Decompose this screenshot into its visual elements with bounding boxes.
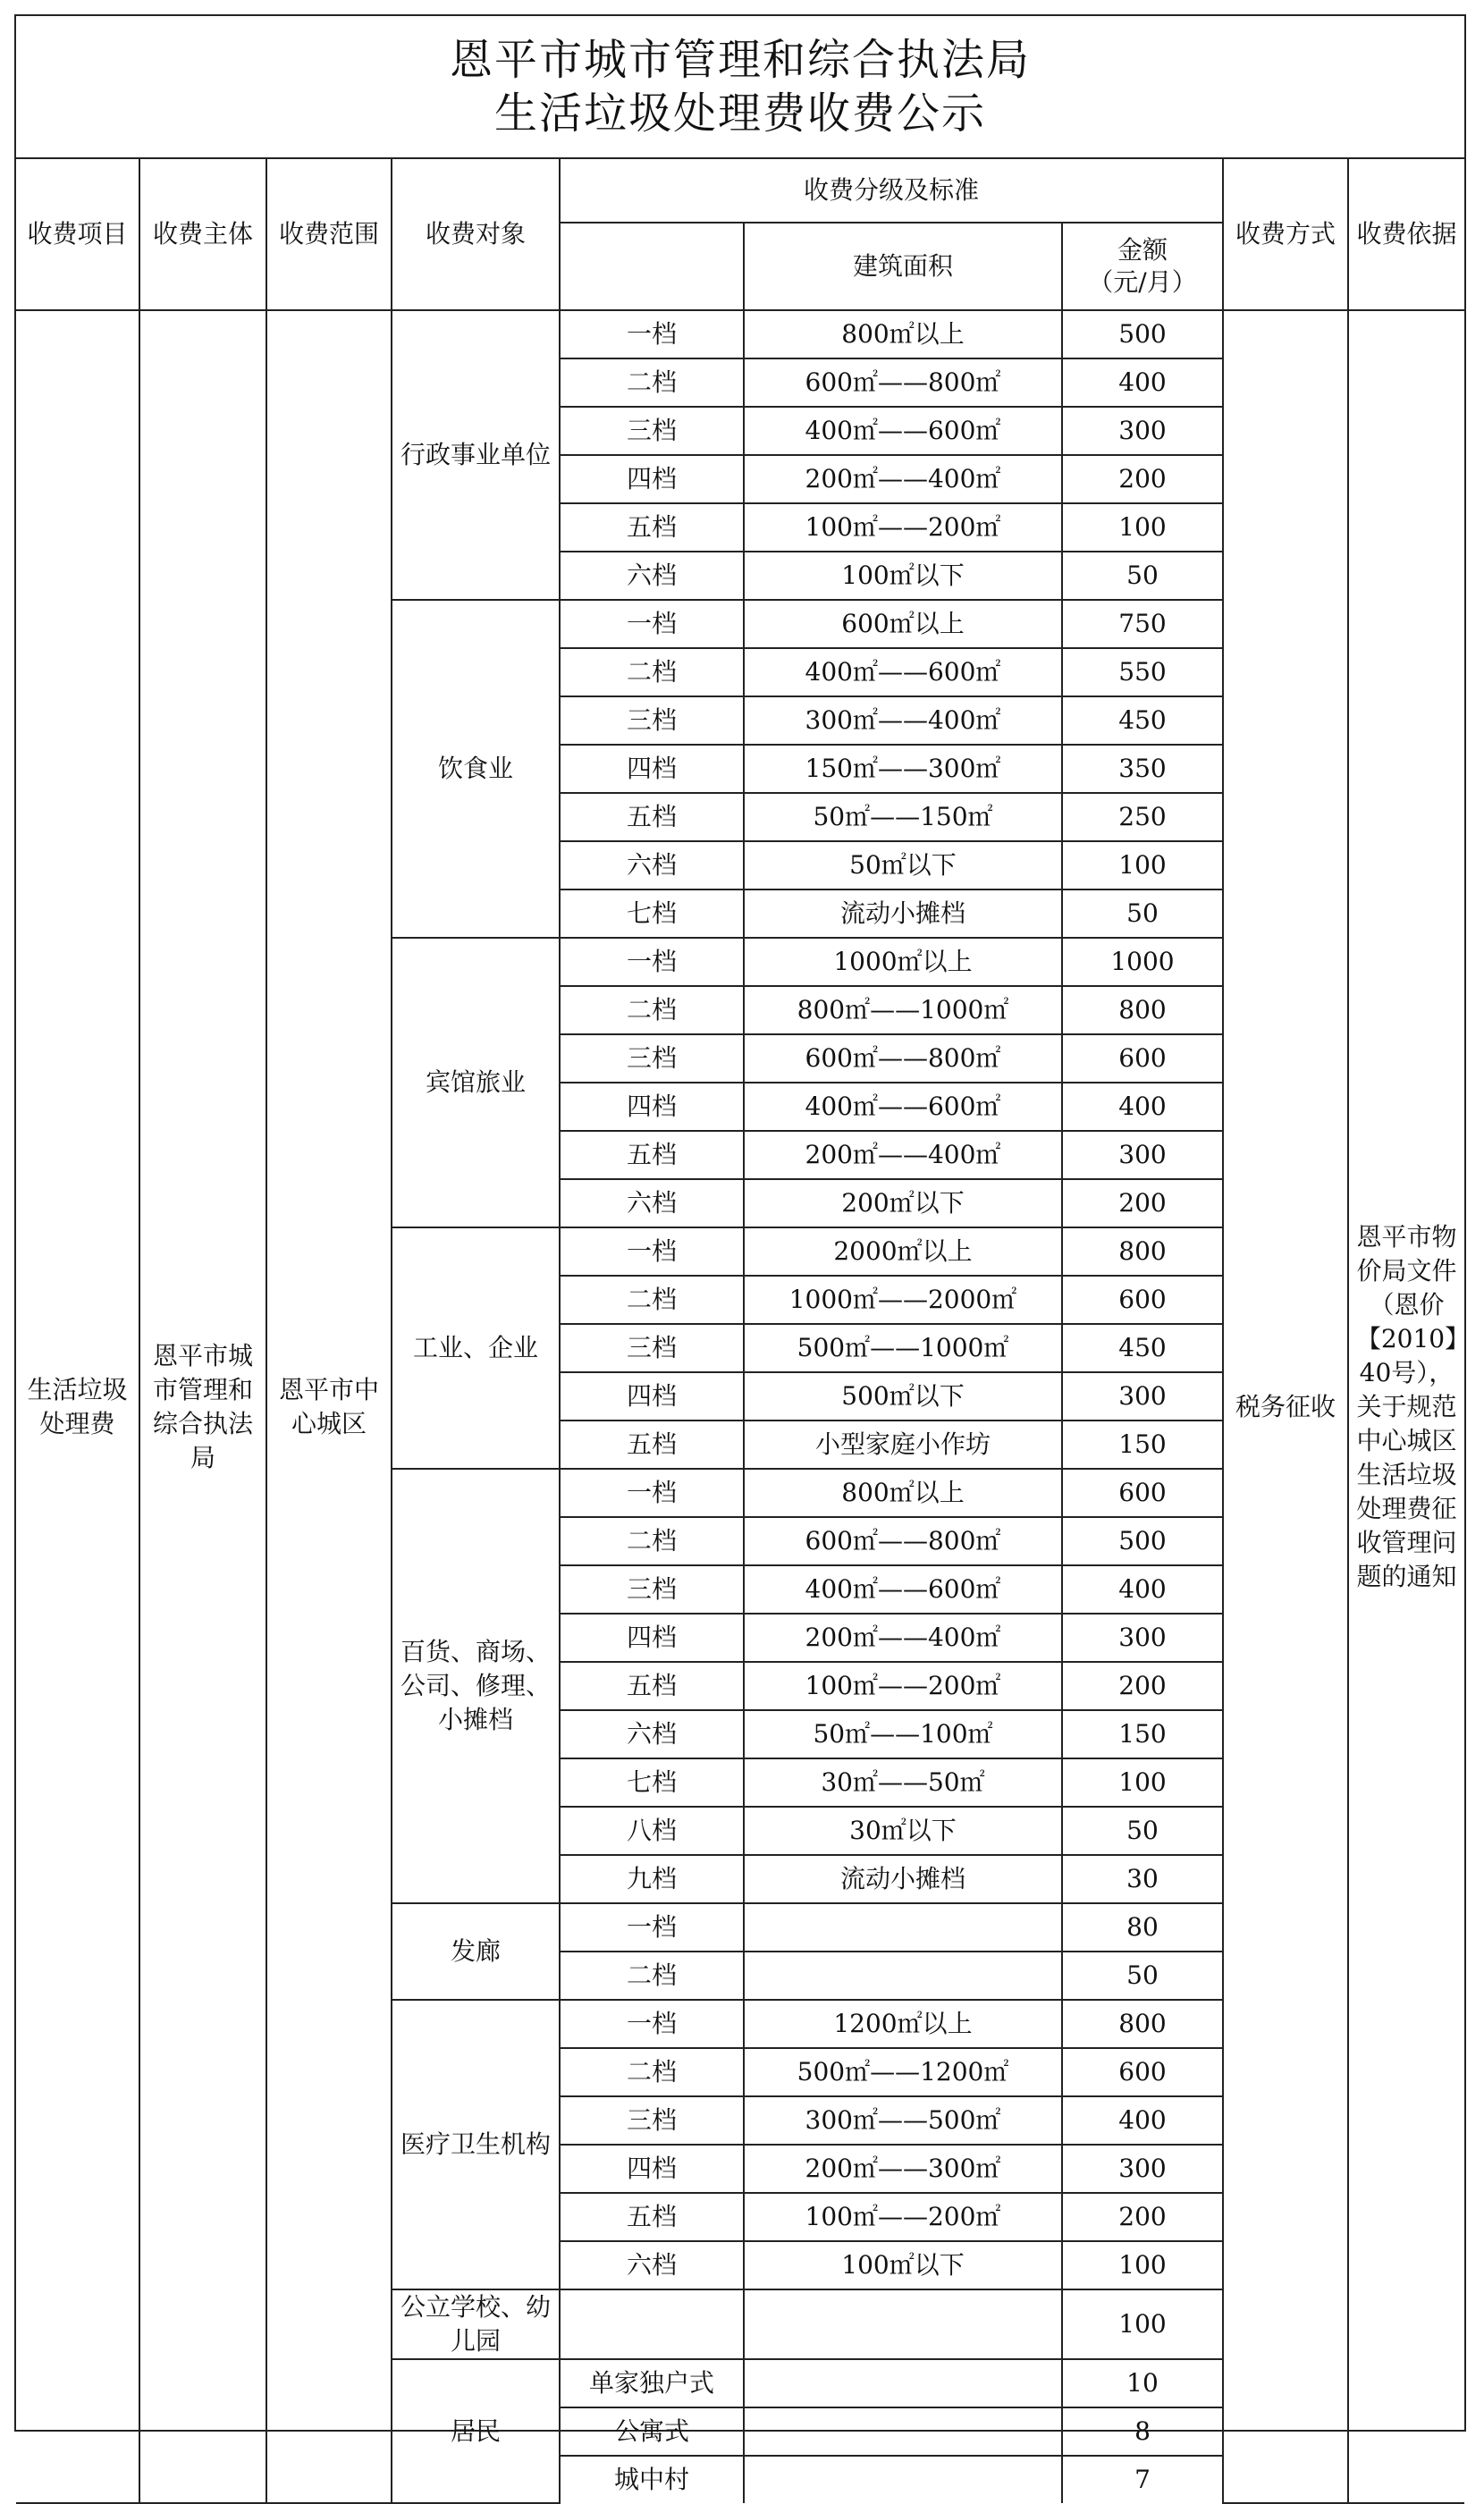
area-cell: 流动小摊档 xyxy=(744,1855,1062,1903)
amount-cell: 450 xyxy=(1062,696,1223,745)
target-group-cell: 宾馆旅业 xyxy=(392,938,560,1227)
amount-cell: 30 xyxy=(1062,1855,1223,1903)
grade-cell: 六档 xyxy=(560,2241,744,2289)
area-cell: 400㎡——600㎡ xyxy=(744,648,1062,696)
area-cell: 600㎡以上 xyxy=(744,600,1062,648)
area-cell: 400㎡——600㎡ xyxy=(744,1083,1062,1131)
amount-cell: 50 xyxy=(1062,552,1223,600)
amount-cell: 400 xyxy=(1062,1083,1223,1131)
area-cell: 600㎡——800㎡ xyxy=(744,358,1062,407)
grade-cell: 四档 xyxy=(560,1372,744,1421)
amount-cell: 500 xyxy=(1062,1517,1223,1565)
grade-cell: 公寓式 xyxy=(560,2407,744,2456)
target-group-cell: 发廊 xyxy=(392,1903,560,2000)
area-cell: 300㎡——400㎡ xyxy=(744,696,1062,745)
grade-cell: 三档 xyxy=(560,1565,744,1614)
grade-cell: 三档 xyxy=(560,696,744,745)
table-row xyxy=(16,310,1464,358)
area-cell: 500㎡以下 xyxy=(744,1372,1062,1421)
area-cell xyxy=(744,2456,1062,2503)
amount-cell: 250 xyxy=(1062,793,1223,841)
area-cell: 200㎡以下 xyxy=(744,1179,1062,1227)
grade-cell: 五档 xyxy=(560,2193,744,2241)
amount-cell: 500 xyxy=(1062,310,1223,358)
title-line-2: 生活垃圾处理费收费公示 xyxy=(493,89,986,139)
area-cell xyxy=(744,2407,1062,2456)
amount-cell: 100 xyxy=(1062,841,1223,889)
amount-cell: 400 xyxy=(1062,2096,1223,2145)
grade-cell: 六档 xyxy=(560,841,744,889)
amount-cell: 600 xyxy=(1062,2048,1223,2096)
grade-cell: 五档 xyxy=(560,1131,744,1179)
grade-cell: 五档 xyxy=(560,503,744,552)
grade-cell: 七档 xyxy=(560,889,744,938)
table-body xyxy=(16,310,1464,2503)
grade-cell: 六档 xyxy=(560,552,744,600)
fee-method-cell: 税务征收 xyxy=(1223,310,1348,2503)
amount-cell: 300 xyxy=(1062,2145,1223,2193)
grade-cell: 二档 xyxy=(560,648,744,696)
header-item: 收费项目 xyxy=(16,159,139,310)
fee-table xyxy=(16,159,1464,2504)
grade-cell: 八档 xyxy=(560,1807,744,1855)
area-cell xyxy=(744,2289,1062,2359)
area-cell: 30㎡——50㎡ xyxy=(744,1758,1062,1807)
area-cell: 500㎡——1000㎡ xyxy=(744,1324,1062,1372)
amount-cell: 200 xyxy=(1062,1179,1223,1227)
grade-cell: 五档 xyxy=(560,1662,744,1710)
amount-cell: 300 xyxy=(1062,1614,1223,1662)
grade-cell: 一档 xyxy=(560,938,744,986)
grade-cell: 一档 xyxy=(560,310,744,358)
grade-cell: 一档 xyxy=(560,600,744,648)
area-cell: 200㎡——400㎡ xyxy=(744,1131,1062,1179)
grade-cell: 一档 xyxy=(560,1469,744,1517)
amount-cell: 600 xyxy=(1062,1276,1223,1324)
area-cell xyxy=(744,1903,1062,1952)
area-cell: 800㎡以上 xyxy=(744,1469,1062,1517)
grade-cell: 四档 xyxy=(560,745,744,793)
header-method: 收费方式 xyxy=(1223,159,1348,310)
header-grade-blank xyxy=(560,223,744,310)
grade-cell: 三档 xyxy=(560,1034,744,1083)
amount-cell: 100 xyxy=(1062,503,1223,552)
grade-cell: 三档 xyxy=(560,2096,744,2145)
grade-cell: 一档 xyxy=(560,1903,744,1952)
area-cell: 1000㎡以上 xyxy=(744,938,1062,986)
area-cell: 200㎡——300㎡ xyxy=(744,2145,1062,2193)
target-group-cell: 百货、商场、公司、修理、小摊档 xyxy=(392,1469,560,1903)
amount-cell: 800 xyxy=(1062,986,1223,1034)
table-header xyxy=(16,159,1464,310)
header-basis: 收费依据 xyxy=(1348,159,1464,310)
amount-cell: 400 xyxy=(1062,358,1223,407)
amount-cell: 450 xyxy=(1062,1324,1223,1372)
header-scope: 收费范围 xyxy=(266,159,392,310)
area-cell: 400㎡——600㎡ xyxy=(744,407,1062,455)
grade-cell: 二档 xyxy=(560,358,744,407)
amount-cell: 8 xyxy=(1062,2407,1223,2456)
grade-cell: 二档 xyxy=(560,1276,744,1324)
area-cell: 30㎡以下 xyxy=(744,1807,1062,1855)
grade-cell xyxy=(560,2289,744,2359)
grade-cell: 单家独户式 xyxy=(560,2359,744,2407)
area-cell: 2000㎡以上 xyxy=(744,1227,1062,1276)
area-cell: 600㎡——800㎡ xyxy=(744,1517,1062,1565)
amount-cell: 7 xyxy=(1062,2456,1223,2503)
header-subject: 收费主体 xyxy=(139,159,266,310)
target-group-cell: 公立学校、幼儿园 xyxy=(392,2289,560,2359)
grade-cell: 六档 xyxy=(560,1179,744,1227)
grade-cell: 五档 xyxy=(560,1421,744,1469)
amount-cell: 80 xyxy=(1062,1903,1223,1952)
grade-cell: 三档 xyxy=(560,407,744,455)
grade-cell: 四档 xyxy=(560,1614,744,1662)
header-grading: 收费分级及标准 xyxy=(560,159,1223,223)
header-area: 建筑面积 xyxy=(744,223,1062,310)
amount-cell: 550 xyxy=(1062,648,1223,696)
grade-cell: 四档 xyxy=(560,2145,744,2193)
grade-cell: 一档 xyxy=(560,2000,744,2048)
header-target: 收费对象 xyxy=(392,159,560,310)
area-cell: 100㎡——200㎡ xyxy=(744,2193,1062,2241)
area-cell: 200㎡——400㎡ xyxy=(744,1614,1062,1662)
grade-cell: 四档 xyxy=(560,455,744,503)
target-group-cell: 工业、企业 xyxy=(392,1227,560,1469)
area-cell: 800㎡以上 xyxy=(744,310,1062,358)
area-cell: 800㎡——1000㎡ xyxy=(744,986,1062,1034)
amount-cell: 800 xyxy=(1062,2000,1223,2048)
amount-cell: 50 xyxy=(1062,1807,1223,1855)
amount-cell: 200 xyxy=(1062,455,1223,503)
amount-cell: 600 xyxy=(1062,1469,1223,1517)
amount-cell: 10 xyxy=(1062,2359,1223,2407)
area-cell: 400㎡——600㎡ xyxy=(744,1565,1062,1614)
amount-cell: 1000 xyxy=(1062,938,1223,986)
grade-cell: 四档 xyxy=(560,1083,744,1131)
amount-cell: 150 xyxy=(1062,1421,1223,1469)
fee-notice-sheet xyxy=(14,14,1466,2494)
area-cell: 600㎡——800㎡ xyxy=(744,1034,1062,1083)
target-group-cell: 居民 xyxy=(392,2359,560,2503)
area-cell: 1200㎡以上 xyxy=(744,2000,1062,2048)
amount-cell: 300 xyxy=(1062,1131,1223,1179)
grade-cell: 一档 xyxy=(560,1227,744,1276)
target-group-cell: 医疗卫生机构 xyxy=(392,2000,560,2289)
grade-cell: 九档 xyxy=(560,1855,744,1903)
amount-cell: 300 xyxy=(1062,1372,1223,1421)
fee-item-cell: 生活垃圾处理费 xyxy=(16,310,139,2503)
grade-cell: 二档 xyxy=(560,1952,744,2000)
area-cell: 50㎡——150㎡ xyxy=(744,793,1062,841)
amount-cell: 350 xyxy=(1062,745,1223,793)
area-cell xyxy=(744,1952,1062,2000)
header-amount: 金额 （元/月） xyxy=(1062,223,1223,310)
grade-cell: 城中村 xyxy=(560,2456,744,2503)
area-cell: 小型家庭小作坊 xyxy=(744,1421,1062,1469)
grade-cell: 二档 xyxy=(560,986,744,1034)
area-cell: 1000㎡——2000㎡ xyxy=(744,1276,1062,1324)
amount-cell: 750 xyxy=(1062,600,1223,648)
grade-cell: 七档 xyxy=(560,1758,744,1807)
fee-subject-cell: 恩平市城市管理和综合执法局 xyxy=(139,310,266,2503)
amount-cell: 50 xyxy=(1062,1952,1223,2000)
target-group-cell: 行政事业单位 xyxy=(392,310,560,600)
amount-cell: 400 xyxy=(1062,1565,1223,1614)
grade-cell: 三档 xyxy=(560,1324,744,1372)
area-cell: 500㎡——1200㎡ xyxy=(744,2048,1062,2096)
area-cell: 100㎡——200㎡ xyxy=(744,1662,1062,1710)
area-cell: 100㎡——200㎡ xyxy=(744,503,1062,552)
fee-basis-cell: 恩平市物价局文件（恩价【2010】40号），关于规范中心城区生活垃圾处理费征收管理问题的通知 xyxy=(1348,310,1464,2503)
grade-cell: 六档 xyxy=(560,1710,744,1758)
amount-cell: 50 xyxy=(1062,889,1223,938)
amount-cell: 100 xyxy=(1062,2289,1223,2359)
amount-cell: 800 xyxy=(1062,1227,1223,1276)
area-cell xyxy=(744,2359,1062,2407)
amount-cell: 200 xyxy=(1062,2193,1223,2241)
amount-cell: 600 xyxy=(1062,1034,1223,1083)
area-cell: 200㎡——400㎡ xyxy=(744,455,1062,503)
page-title xyxy=(16,16,1464,159)
grade-cell: 二档 xyxy=(560,2048,744,2096)
area-cell: 50㎡——100㎡ xyxy=(744,1710,1062,1758)
amount-cell: 100 xyxy=(1062,1758,1223,1807)
amount-cell: 100 xyxy=(1062,2241,1223,2289)
area-cell: 100㎡以下 xyxy=(744,552,1062,600)
area-cell: 300㎡——500㎡ xyxy=(744,2096,1062,2145)
area-cell: 100㎡以下 xyxy=(744,2241,1062,2289)
area-cell: 流动小摊档 xyxy=(744,889,1062,938)
area-cell: 150㎡——300㎡ xyxy=(744,745,1062,793)
title-line-1: 恩平市城市管理和综合执法局 xyxy=(449,35,1031,85)
target-group-cell: 饮食业 xyxy=(392,600,560,938)
amount-cell: 200 xyxy=(1062,1662,1223,1710)
amount-cell: 150 xyxy=(1062,1710,1223,1758)
fee-scope-cell: 恩平市中心城区 xyxy=(266,310,392,2503)
grade-cell: 五档 xyxy=(560,793,744,841)
grade-cell: 二档 xyxy=(560,1517,744,1565)
amount-cell: 300 xyxy=(1062,407,1223,455)
area-cell: 50㎡以下 xyxy=(744,841,1062,889)
